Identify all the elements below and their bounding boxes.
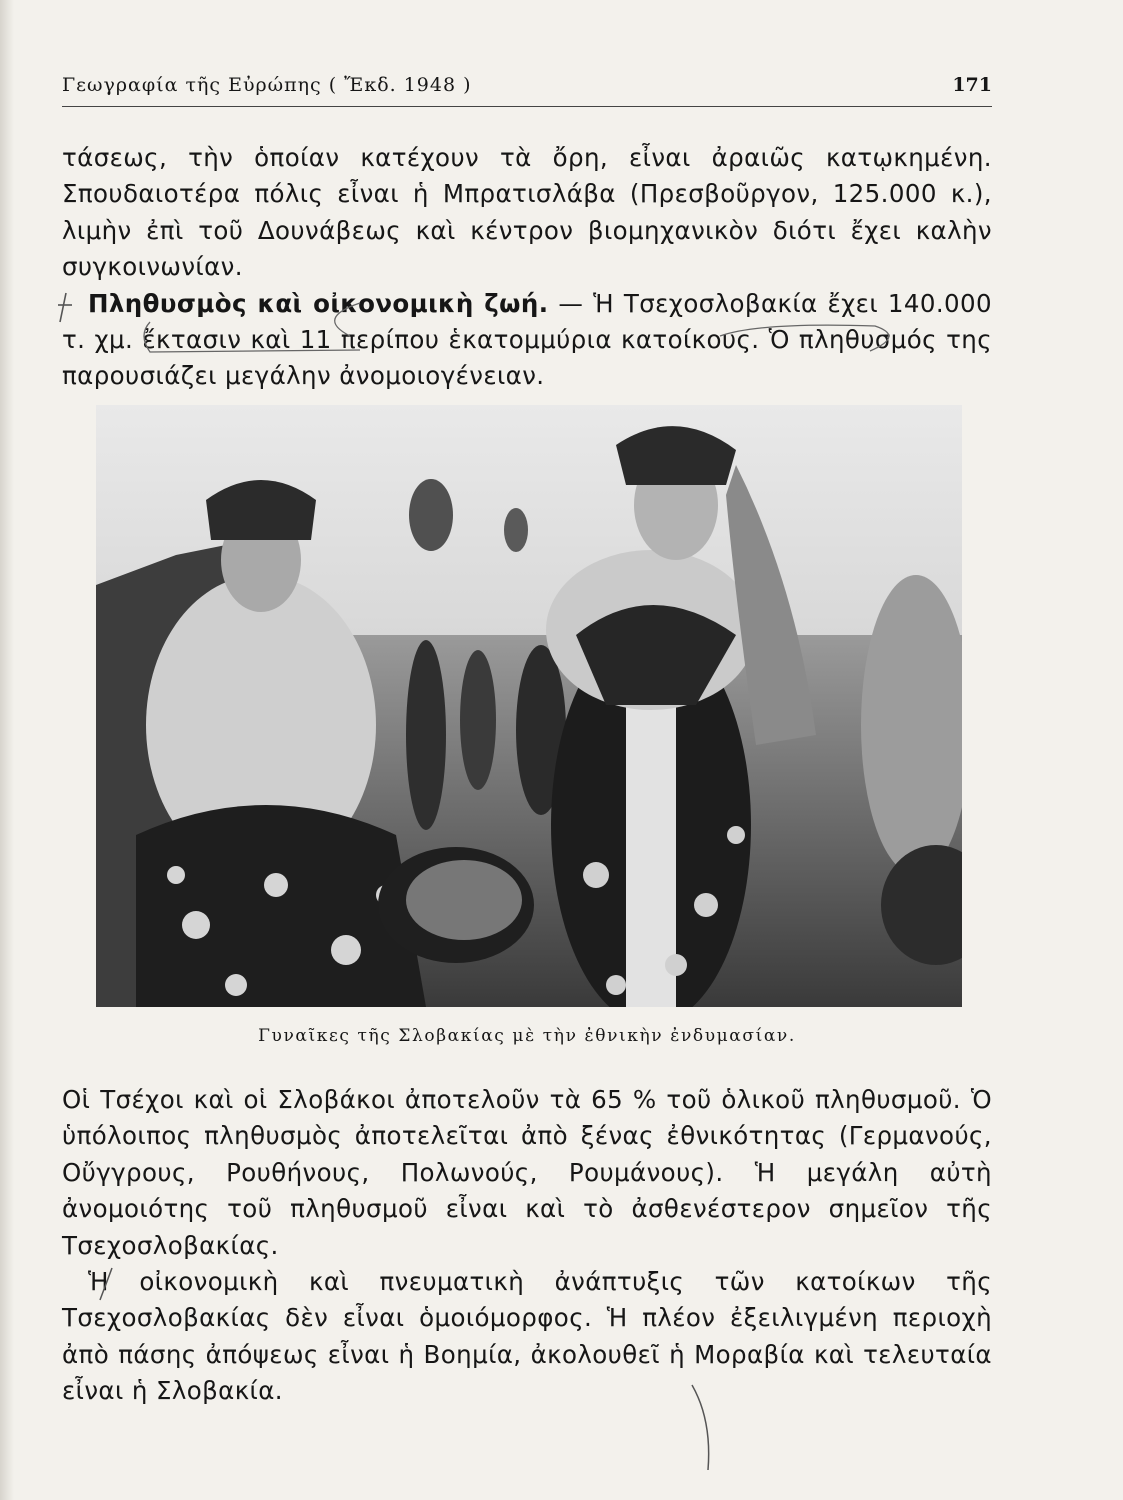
- page-header: [62, 70, 992, 107]
- paragraph-ethnicities: Οἱ Τσέχοι καὶ οἱ Σλοβάκοι ἀποτελοῦν τὰ 65 % τοῦ ὁλικοῦ πληθυσμοῦ. Ὁ ὑπόλοιπος πληθυσμὸς ἀποτελεῖται ἀπὸ ξένας ἐθνικότητας (Γερμανούς, Οὔγγρους, Ρουθήνους, Πολωνούς, Ρουμάνους). Ἡ μεγάλη αὐτὴ ἀνομοιότης τοῦ πληθυσμοῦ εἶναι καὶ τὸ ἀσθενέστερον σημεῖον τῆς Τσεχοσλοβακίας.: [62, 1085, 992, 1260]
- text-block-top: [62, 140, 992, 395]
- paragraph-development: Ἡ οἰκονομικὴ καὶ πνευματικὴ ἀνάπτυξις τῶν κατοίκων τῆς Τσεχοσλοβακίας δὲν εἶναι ὁμοιόμορφος. Ἡ πλέον ἐξειλιγμένη περιοχὴ ἀπὸ πάσης ἀπόψεως εἶναι ἡ Βοημία, ἀκολουθεῖ ἡ Μοραβία καὶ τελευταία εἶναι ἡ Σλοβακία.: [62, 1267, 992, 1406]
- paragraph-population: — Ἡ Τσεχοσλοβακία ἔχει 140.000 τ. χμ. ἔκτασιν καὶ 11 περίπου ἑκατομμύρια κατοίκους. Ὁ πληθυσμός της παρουσιάζει μεγάλην ἀνομοιογένειαν.: [62, 288, 992, 391]
- figure-caption: Γυναῖκες τῆς Σλοβακίας μὲ τὴν ἐθνικὴν ἐνδυμασίαν.: [258, 1026, 796, 1046]
- text-block-bottom: [62, 1082, 992, 1410]
- photo-illustration: [96, 405, 962, 1007]
- page-binding-edge: [0, 0, 14, 1500]
- paragraph-continued: τάσεως, τὴν ὁποίαν κατέχουν τὰ ὄρη, εἶναι ἀραιῶς κατῳκημένη. Σπουδαιοτέρα πόλις εἶναι ἡ Μπρατισλάβα (Πρεσβοῦργον, 125.000 κ.), λιμὴν ἐπὶ τοῦ Δουνάβεως καὶ κέντρον βιομηχανικὸν διότι ἔχει καλὴν συγκοινωνίαν.: [62, 143, 992, 282]
- page-number: 171: [952, 74, 992, 96]
- photo-slovak-women: [96, 405, 962, 1007]
- section-subheading: Πληθυσμὸς καὶ οἰκονομικὴ ζωή.: [88, 288, 549, 318]
- running-title: Γεωγραφία τῆς Εὐρώπης ( Ἔκδ. 1948 ): [62, 74, 472, 96]
